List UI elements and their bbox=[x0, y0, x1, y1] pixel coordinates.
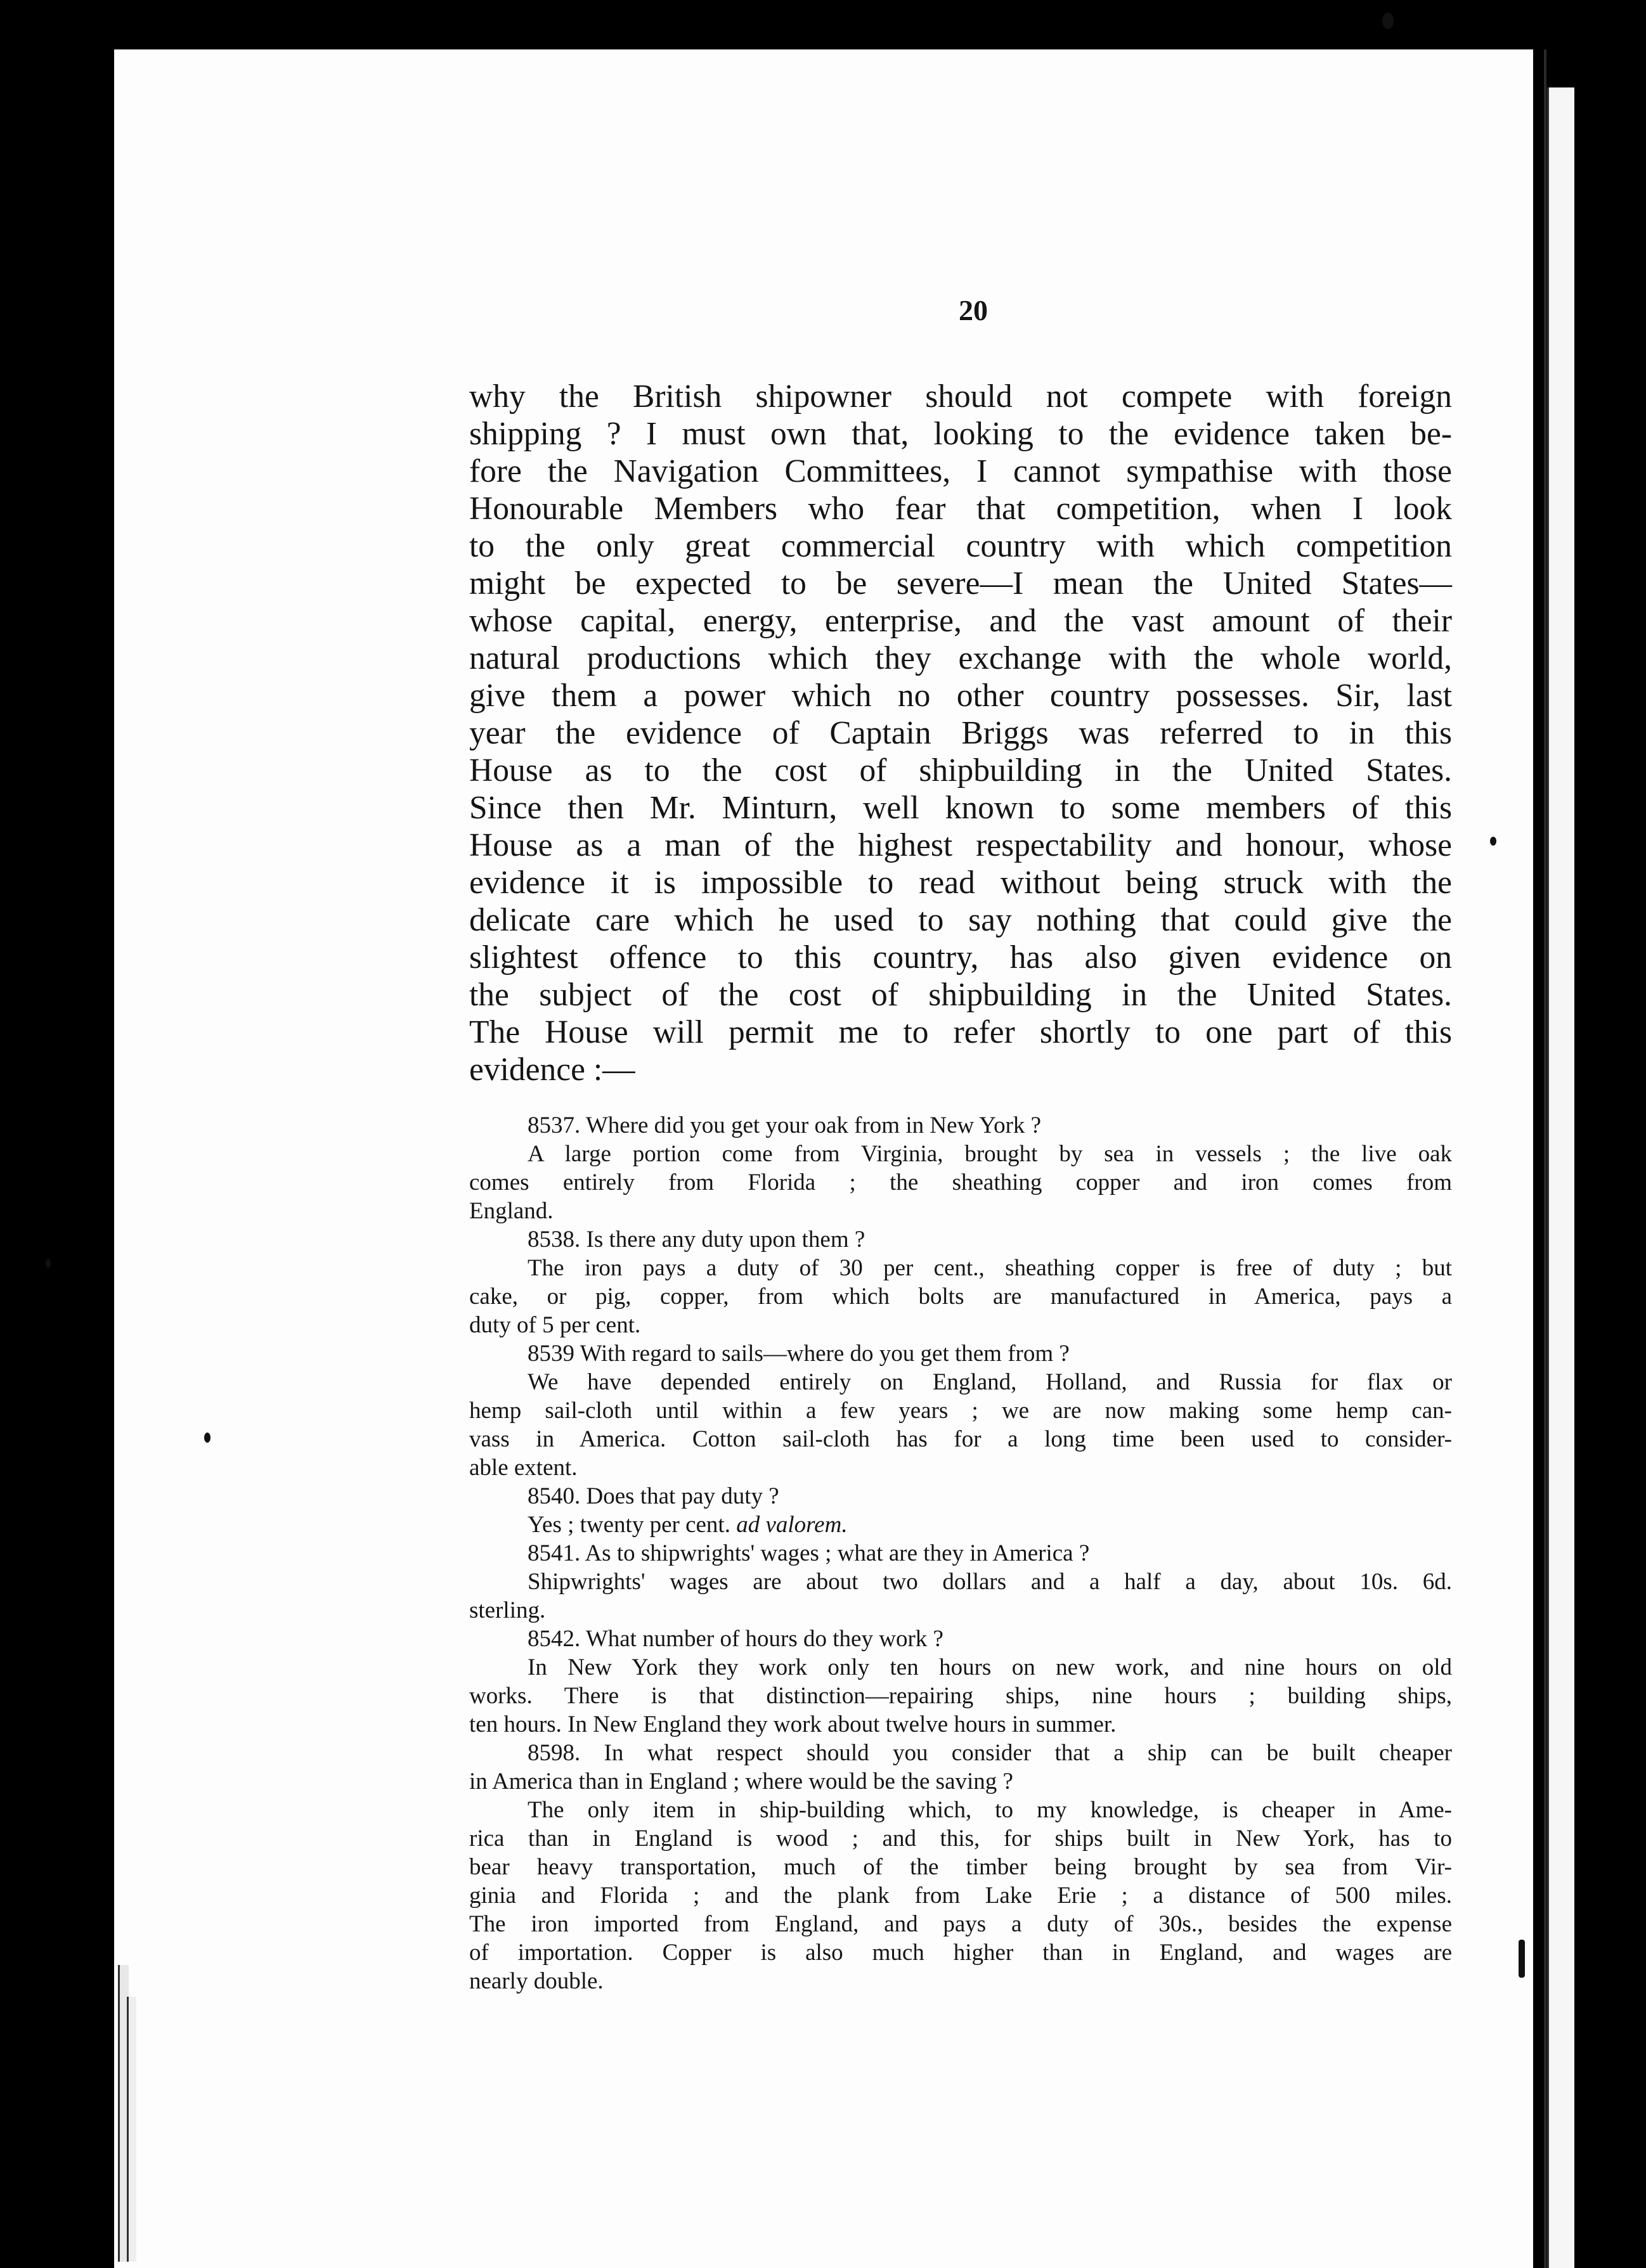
evidence-question: 8541. As to shipwrights' wages ; what are they in America ? bbox=[528, 1540, 1090, 1566]
evidence-answer-line: ten hours. In New England they work about twelve hours in summer. bbox=[469, 1711, 1117, 1737]
body-line: natural productions which they exchange with the whole world, bbox=[469, 640, 1452, 676]
body-line: give them a power which no other country possesses. Sir, last bbox=[469, 678, 1452, 714]
body-line: shipping ? I must own that, looking to the evidence taken be- bbox=[469, 416, 1452, 452]
evidence-answer-line: The only item in ship-building which, to my knowledge, is cheaper in Ame- bbox=[528, 1797, 1452, 1823]
evidence-entry bbox=[469, 1339, 1452, 1482]
evidence-answer-line: hemp sail-cloth until within a few years ; we are now making some hemp can- bbox=[469, 1398, 1452, 1424]
evidence-answer-line: ginia and Florida ; and the plank from Lake Erie ; a distance of 500 miles. bbox=[469, 1883, 1452, 1909]
evidence-answer-line: We have depended entirely on England, Holland, and Russia for flax or bbox=[528, 1369, 1452, 1395]
body-line: evidence :— bbox=[469, 1052, 635, 1088]
evidence-question: 8537. Where did you get your oak from in New York ? bbox=[528, 1112, 1042, 1138]
evidence-entry bbox=[469, 1225, 1452, 1339]
evidence-answer-line: works. There is that distinction—repairing ships, nine hours ; building ships, bbox=[469, 1683, 1452, 1709]
page-edge-right bbox=[1544, 49, 1546, 2268]
evidence-question: 8539 With regard to sails—where do you get them from ? bbox=[528, 1341, 1070, 1367]
body-line: whose capital, energy, enterprise, and the vast amount of their bbox=[469, 603, 1452, 639]
book-page bbox=[114, 49, 1533, 2268]
body-line: The House will permit me to refer shortly to one part of this bbox=[469, 1014, 1452, 1050]
evidence-answer-line: able extent. bbox=[469, 1455, 578, 1481]
body-line: House as a man of the highest respectability and honour, whose bbox=[469, 827, 1452, 863]
page-content bbox=[469, 293, 1452, 1995]
body-line: year the evidence of Captain Briggs was referred to in this bbox=[469, 715, 1452, 751]
body-paragraph bbox=[469, 378, 1452, 1088]
body-line: might be expected to be severe—I mean the United States— bbox=[469, 565, 1452, 602]
evidence-entry bbox=[469, 1539, 1452, 1625]
evidence-answer-line: of importation. Copper is also much higher than in England, and wages are bbox=[469, 1940, 1452, 1966]
evidence-answer-line: England. bbox=[469, 1198, 554, 1224]
evidence-answer-line: cake, or pig, copper, from which bolts are manufactured in America, pays a bbox=[469, 1284, 1452, 1310]
evidence-question-continued: in America than in England ; where would be the saving ? bbox=[469, 1769, 1013, 1794]
scan-speck bbox=[1382, 13, 1394, 29]
evidence-answer-line: duty of 5 per cent. bbox=[469, 1312, 641, 1338]
evidence-answer-line: rica than in England is wood ; and this, for ships built in New York, has to bbox=[469, 1826, 1452, 1852]
evidence-answer-line: The iron pays a duty of 30 per cent., sheathing copper is free of duty ; but bbox=[528, 1255, 1452, 1281]
evidence-excerpt bbox=[469, 1111, 1452, 1995]
scan-speck bbox=[46, 1259, 51, 1268]
evidence-answer-text: Yes ; twenty per cent. bbox=[528, 1512, 737, 1538]
body-line: why the British shipowner should not compete with foreign bbox=[469, 378, 1452, 415]
scan-speck bbox=[1490, 837, 1496, 846]
evidence-answer-line: In New York they work only ten hours on new work, and nine hours on old bbox=[528, 1654, 1452, 1680]
evidence-answer-italic: ad valorem. bbox=[736, 1512, 848, 1538]
evidence-answer-line: bear heavy transportation, much of the timber being brought by sea from Vir- bbox=[469, 1854, 1452, 1880]
body-line: to the only great commercial country with which competition bbox=[469, 528, 1452, 564]
facing-page-leaf bbox=[1547, 87, 1574, 2268]
body-line: House as to the cost of shipbuilding in the United States. bbox=[469, 752, 1452, 789]
evidence-answer-line: vass in America. Cotton sail-cloth has for a long time been used to consider- bbox=[469, 1426, 1452, 1452]
evidence-answer-line: The iron imported from England, and pays a duty of 30s., besides the expense bbox=[469, 1911, 1452, 1937]
evidence-answer-line: nearly double. bbox=[469, 1968, 604, 1994]
body-line: Since then Mr. Minturn, well known to some members of this bbox=[469, 790, 1452, 826]
body-line: the subject of the cost of shipbuilding in the United States. bbox=[469, 977, 1452, 1013]
evidence-question: 8540. Does that pay duty ? bbox=[528, 1483, 779, 1509]
evidence-answer-line: Shipwrights' wages are about two dollars and a half a day, about 10s. 6d. bbox=[528, 1569, 1452, 1595]
evidence-question: 8538. Is there any duty upon them ? bbox=[528, 1227, 865, 1253]
scan-speck bbox=[1519, 1940, 1525, 1978]
body-line: delicate care which he used to say nothing that could give the bbox=[469, 902, 1452, 938]
evidence-answer-line bbox=[469, 1511, 1452, 1539]
body-line: Honourable Members who fear that competition, when I look bbox=[469, 491, 1452, 527]
evidence-answer-line: sterling. bbox=[469, 1597, 546, 1623]
evidence-question: 8598. In what respect should you consider that a ship can be built cheaper bbox=[528, 1740, 1452, 1766]
scan-speck bbox=[204, 1433, 211, 1443]
evidence-entry bbox=[469, 1482, 1452, 1539]
evidence-answer-line: A large portion come from Virginia, brought by sea in vessels ; the live oak bbox=[528, 1141, 1452, 1167]
evidence-entry bbox=[469, 1625, 1452, 1739]
page-number: 20 bbox=[959, 294, 988, 326]
body-line: evidence it is impossible to read without being struck with the bbox=[469, 865, 1452, 901]
body-line: fore the Navigation Committees, I cannot sympathise with those bbox=[469, 453, 1452, 489]
evidence-entry bbox=[469, 1111, 1452, 1225]
evidence-answer-line: comes entirely from Florida ; the sheathing copper and iron comes from bbox=[469, 1169, 1452, 1195]
evidence-question: 8542. What number of hours do they work ? bbox=[528, 1626, 943, 1652]
page-stack-edge bbox=[127, 1997, 136, 2262]
body-line: slightest offence to this country, has also given evidence on bbox=[469, 939, 1452, 976]
evidence-entry bbox=[469, 1739, 1452, 1995]
